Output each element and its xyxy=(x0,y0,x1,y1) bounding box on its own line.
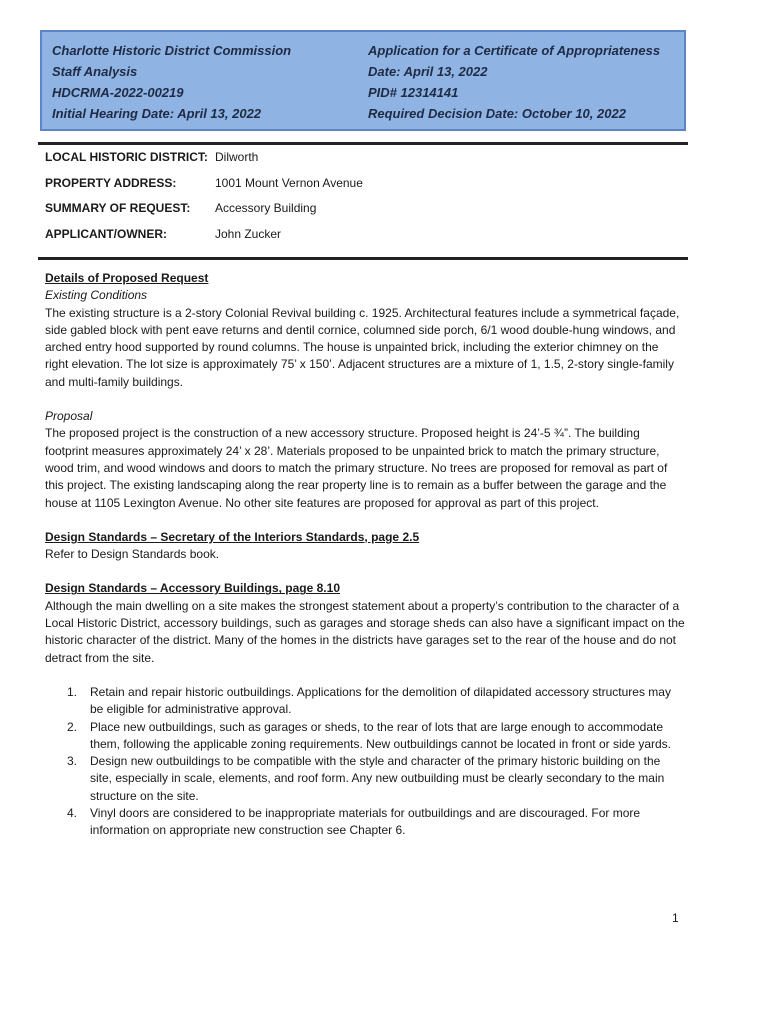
list-number: 1. xyxy=(67,684,78,699)
details-heading: Details of Proposed Request xyxy=(45,271,209,285)
info-label: SUMMARY OF REQUEST: xyxy=(45,201,191,215)
info-value: John Zucker xyxy=(215,226,282,241)
hearing-date: Initial Hearing Date: April 13, 2022 xyxy=(52,106,262,121)
divider-top xyxy=(38,142,688,145)
list-number: 4. xyxy=(67,806,78,821)
existing-conditions-label: Existing Conditions xyxy=(45,288,148,303)
standards-list xyxy=(45,684,685,840)
case-number: HDCRMA-2022-00219 xyxy=(52,85,184,100)
info-label: LOCAL HISTORIC DISTRICT: xyxy=(45,150,208,164)
list-number: 2. xyxy=(67,719,78,734)
list-text: Vinyl doors are considered to be inappropriate materials for outbuildings and are discouraged. For more information on appropriate new construction see Chapter 6. xyxy=(90,806,641,838)
info-value: Dilworth xyxy=(215,150,259,164)
list-item xyxy=(45,805,685,840)
proposal-text: The proposed project is the construction of a new accessory structure. Proposed height is 24’-5 ¾”. The building footprint measures approximately 24’ x 28’. Materials proposed to be unpainted brick to match the primary structure, wood trim, and wood windows and doors to match the primary structure. No trees are proposed for removal as part of this project. The existing landscaping along the rear property line is to remain as a buffer between the garage and the house at 1105 Lexington Avenue. No other site features are proposed for approval as part of this project. xyxy=(45,426,668,510)
report-body xyxy=(45,270,685,840)
info-label: APPLICANT/OWNER: xyxy=(45,226,167,241)
list-item xyxy=(45,753,685,805)
divider-bottom xyxy=(38,257,688,260)
page-number: 1 xyxy=(672,911,679,925)
list-text: Retain and repair historic outbuildings. Applications for the demolition of dilapidated accessory structures may be eligible for administrative approval. xyxy=(90,684,671,717)
commission-name: Charlotte Historic District Commission xyxy=(52,43,292,58)
header-box xyxy=(40,30,686,131)
list-item xyxy=(45,719,685,754)
date: Date: April 13, 2022 xyxy=(368,64,488,79)
header-right xyxy=(368,40,660,124)
existing-conditions-text: The existing structure is a 2-story Colonial Revival building c. 1925. Architectural features include a symmetrical façade, side gabled block with pent eave returns and dentil cornice, columned side porch, 6/1 wood double-hung windows, and arched entry hood supported by round columns. The house is unpainted brick, including the exterior chimney on the right elevation. The lot size is approximately 75’ x 150’. Adjacent structures are a mixture of 1, 1.5, 2-story single-family and multi-family buildings. xyxy=(45,305,680,389)
info-label: PROPERTY ADDRESS: xyxy=(45,175,177,190)
info-value: 1001 Mount Vernon Avenue xyxy=(215,175,363,190)
standards-accessory-text: Although the main dwelling on a site makes the strongest statement about a property’s contribution to the character of a Local Historic District, accessory buildings, such as garages and storage sheds can also have a significant impact on the historic character of the district. Many of the homes in the districts have garages set to the rear of the house and do not detract from the site. xyxy=(45,598,685,665)
decision-date: Required Decision Date: October 10, 2022 xyxy=(368,106,626,121)
header-left xyxy=(52,40,291,124)
standards-interior-heading: Design Standards – Secretary of the Interiors Standards, page 2.5 xyxy=(45,529,420,544)
standards-interior-text: Refer to Design Standards book. xyxy=(45,547,220,562)
list-number: 3. xyxy=(67,754,78,769)
list-text: Place new outbuildings, such as garages or sheds, to the rear of lots that are large enough to accommodate them, following the applicable zoning requirements. New outbuildings cannot be located in front or side yards. xyxy=(90,719,672,751)
list-item xyxy=(45,684,685,719)
list-text: Design new outbuildings to be compatible with the style and character of the primary historic building on the site, especially in scale, elements, and roof form. Any new outbuilding must be clearly secondary to the main structure on the site. xyxy=(90,754,665,803)
proposal-label: Proposal xyxy=(45,409,93,424)
report-type: Staff Analysis xyxy=(52,64,138,79)
application-type: Application for a Certificate of Appropriateness xyxy=(368,43,661,58)
pid: PID# 12314141 xyxy=(368,85,459,100)
standards-accessory-heading: Design Standards – Accessory Buildings, page 8.10 xyxy=(45,581,340,596)
info-value: Accessory Building xyxy=(215,201,317,215)
